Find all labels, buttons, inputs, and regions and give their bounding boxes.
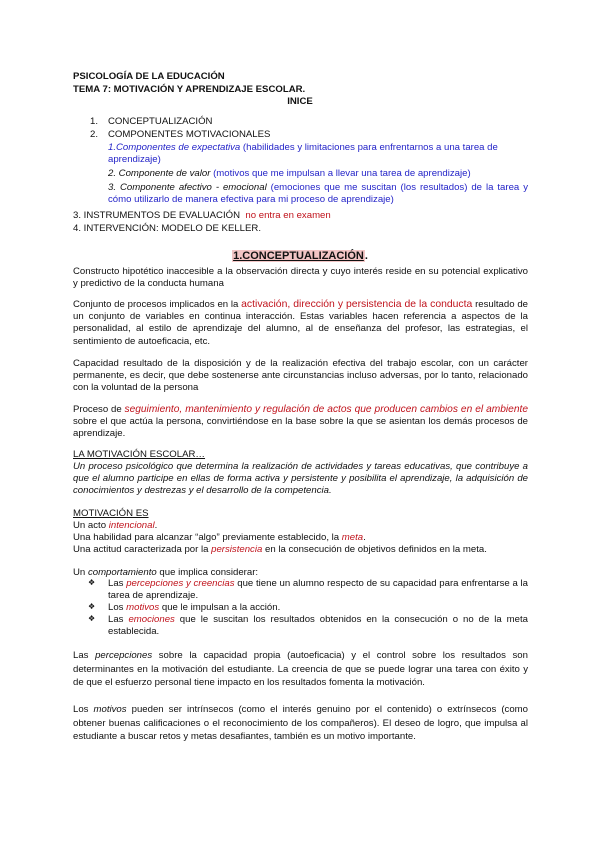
italic-term: motivos [93,704,127,715]
text-run: Las [108,578,127,589]
line-habilidad [73,532,528,544]
subitem-label: 1.Componentes de expectativa [108,142,241,153]
text-run: pueden ser intrínsecos (como el interés genuino por el contenido) o extrínsecos (como obtener buenas calificaciones o el reconocimiento de los compañeros). El deseo de logro, que impulsa al estudiante a buscar retos y metas desafiantes, también es un motivo importante. [73,704,529,742]
diamond-bullet-icon: ❖ [88,602,96,611]
diamond-bullet-icon: ❖ [88,578,96,587]
italic-term: comportamiento [87,567,157,578]
subitem-label: 2. Componente de valor [108,168,211,179]
subitem-text: (habilidades y limitaciones para enfrentarnos a una tarea de aprendizaje) [108,142,498,166]
highlight-term: persistencia [211,544,263,555]
text-run: Los [73,704,94,715]
text-run: Conjunto de procesos implicados en la [73,299,242,310]
text-run: Los [108,602,127,613]
paragraph-capacidad: Capacidad resultado de la disposición y de la realización efectiva del trabajo escolar, con un carácter permanente, es decir, que debe sostenerse ante circunstancias incluso adversas, por lo tanto, relacionado con la voluntad de la persona [73,358,528,394]
text-run: Una actitud caracterizada por la [73,544,212,555]
index-label: CONCEPTUALIZACIÓN [108,116,213,127]
paragraph-motivacion-escolar: Un proceso psicológico que determina la realización de actividades y tareas educativas, que contribuye a que el alumno participe en ellas de forma activa y persistente y posibilita el aprendizaje, la adquisición de conocimientos y destrezas y el desarrollo de la competencia. [73,461,528,497]
highlight-term: activación, dirección y persistencia de la conducta [241,299,473,310]
bullet-emociones [108,614,528,638]
line-acto [73,520,528,532]
index-number: 2. [90,129,99,140]
section-title-dot: . [364,250,368,262]
subitem-text: (emociones que me suscitan (los resultados) de la tarea y cómo utilizarlo de manera efectiva para mi proceso de aprendizaje) [108,182,528,206]
subitem-text: (motivos que me impulsan a llevar una tarea de aprendizaje) [210,168,471,179]
bullet-motivos [108,602,528,614]
index-subitem-expectativa [108,142,528,166]
diamond-bullet-icon: ❖ [88,614,96,623]
index-label: 3. INSTRUMENTOS DE EVALUACIÓN [73,210,241,221]
paragraph-percepciones [73,649,528,690]
highlight-term: emociones [128,614,175,625]
index-item-3 [73,210,331,222]
highlight-term: meta [341,532,364,543]
text-run: . [363,532,366,543]
text-run: Un [73,567,88,578]
paragraph-constructo: Constructo hipotético inaccesible a la observación directa y cuyo interés reside en su potencial explicativo y predictivo de la conducta humana [73,266,528,290]
topic-title: TEMA 7: MOTIVACIÓN Y APRENDIZAJE ESCOLAR. [73,83,306,95]
text-run: Las [73,650,96,661]
text-run: que tiene un alumno respecto de su capacidad para enfrentarse a la tarea de aprendizaje. [108,578,528,602]
text-run: Una habilidad para alcanzar “algo” previamente establecido, la [73,532,342,543]
section-title [0,250,600,262]
bullet-percepciones [108,578,528,602]
index-item-2 [0,129,270,141]
highlight-term: percepciones y creencias [126,578,235,589]
exam-note: no entra en examen [245,210,331,221]
paragraph-conjunto [73,299,528,348]
heading-motivacion-es: MOTIVACIÓN ES [73,508,149,519]
highlight-term: motivos [126,602,160,613]
highlight-term: seguimiento, mantenimiento y regulación de actos que producen cambios en el ambiente [124,404,528,415]
text-run: Proceso de [73,404,125,415]
course-title: PSICOLOGÍA DE LA EDUCACIÓN [73,71,225,82]
section-title-text: 1.CONCEPTUALIZACIÓN [233,250,364,262]
index-subitem-valor [108,168,528,180]
text-run: . [154,520,158,531]
text-run: en la consecución de objetivos definidos en la meta. [262,544,487,555]
highlight-term: intencional [108,520,155,531]
paragraph-motivos [73,703,528,744]
text-run: Un acto [73,520,109,531]
text-run: Las [108,614,129,625]
heading-motivacion-escolar: LA MOTIVACIÓN ESCOLAR… [73,449,206,460]
text-run: sobre la capacidad propia (autoeficacia) y el control sobre los resultados son determinantes en la motivación del estudiante. La creencia de que se puede lograr una tarea con éxito y de que el esfuerzo personal tiene impacto en los resultados fomenta la motivación. [73,650,528,688]
text-run: resultado de un conjunto de variables en continua interacción. Estas variables hacen referencia a aspectos de la personalidad, al estilo de aprendizaje del alumno, al de enseñanza del profesor, las estrategias, el sentimiento de autoeficacia, etc. [73,299,528,347]
paragraph-proceso [73,404,528,441]
index-number: 1. [90,116,99,127]
subitem-label: 3. Componente afectivo - emocional [108,182,267,193]
text-run: sobre el que actúa la persona, convirtiéndose en la base sobre la que se asientan los demás procesos de aprendizaje. [73,416,528,440]
text-run: que le impulsan a la acción. [159,602,281,613]
italic-term: percepciones [95,650,153,661]
index-item-1 [0,116,212,128]
text-run: que implica considerar: [156,567,259,578]
index-item-4: 4. INTERVENCIÓN: MODELO DE KELLER. [73,223,262,234]
index-label: COMPONENTES MOTIVACIONALES [108,129,271,140]
index-subitem-afectivo [108,182,528,206]
line-actitud [73,544,528,556]
index-title: INICE [287,96,313,107]
text-run: que le suscitan los resultados obtenidos en la consecución o no de la meta establecida. [108,614,528,638]
